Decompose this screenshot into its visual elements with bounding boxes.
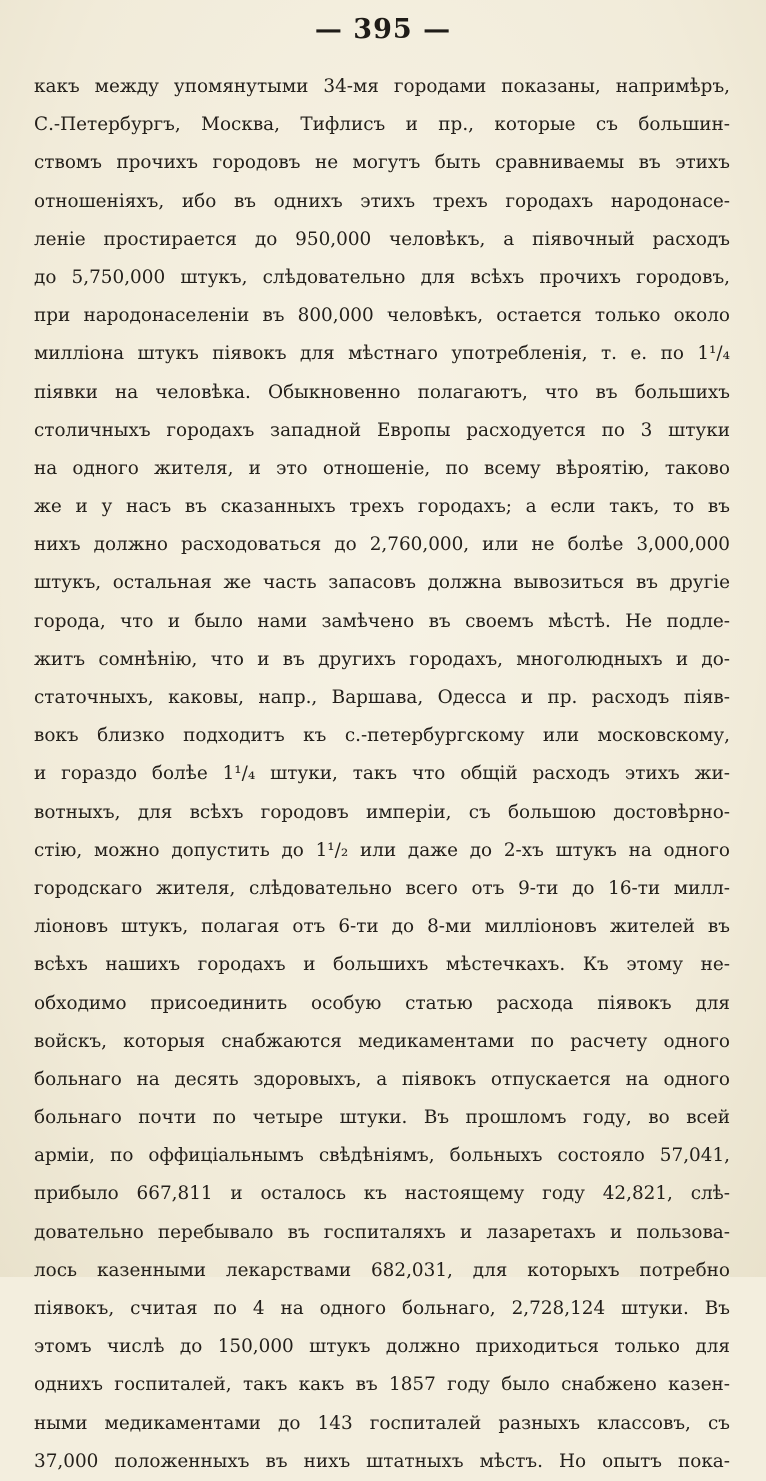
text-line: вотныхъ, для всѣхъ городовъ имперіи, съ большою достовѣрно-: [34, 801, 730, 823]
page-number: — 395 —: [314, 14, 452, 45]
text-line: ствомъ прочихъ городовъ не могутъ быть сравниваемы въ этихъ: [34, 152, 730, 174]
text-line: С.-Петербургъ, Москва, Тифлисъ и пр., которые съ большин-: [34, 114, 730, 136]
text-line: штукъ, остальная же часть запасовъ должна вывозиться въ другіе: [34, 572, 730, 594]
text-line: ліоновъ штукъ, полагая отъ 6-ти до 8-ми милліоновъ жителей въ: [34, 916, 730, 938]
text-line: піявки на человѣка. Обыкновенно полагаютъ, что въ большихъ: [34, 381, 730, 403]
text-line: города, что и было нами замѣчено въ своемъ мѣстѣ. Не подле-: [34, 610, 730, 632]
text-line: нихъ должно расходоваться до 2,760,000, или не болѣе 3,000,000: [34, 534, 730, 556]
body-text: [34, 68, 730, 1481]
text-line: лось казенными лекарствами 682,031, для которыхъ потребно: [34, 1259, 730, 1281]
text-line: леніе простирается до 950,000 человѣкъ, а піявочный расходъ: [34, 228, 730, 250]
text-line: на одного жителя, и это отношеніе, по всему вѣроятію, таково: [34, 457, 730, 479]
text-line: обходимо присоединить особую статью расхода піявокъ для: [34, 992, 730, 1014]
text-line: милліона штукъ піявокъ для мѣстнаго употребленія, т. е. по 1¹/₄: [34, 343, 730, 365]
text-line: столичныхъ городахъ западной Европы расходуется по 3 штуки: [34, 419, 730, 441]
text-line: всѣхъ нашихъ городахъ и большихъ мѣстечкахъ. Къ этому не-: [34, 954, 730, 976]
text-line: довательно перебывало въ госпиталяхъ и лазаретахъ и пользова-: [34, 1221, 730, 1243]
text-line: до 5,750,000 штукъ, слѣдовательно для всѣхъ прочихъ городовъ,: [34, 266, 730, 288]
text-line: городскаго жителя, слѣдовательно всего отъ 9-ти до 16-ти милл-: [34, 877, 730, 899]
text-line: однихъ госпиталей, такъ какъ въ 1857 году было снабжено казен-: [34, 1374, 730, 1396]
text-line: житъ сомнѣнію, что и въ другихъ городахъ, многолюдныхъ и до-: [34, 648, 730, 670]
text-line: и гораздо болѣе 1¹/₄ штуки, такъ что общій расходъ этихъ жи-: [34, 763, 730, 785]
text-line: отношеніяхъ, ибо въ однихъ этихъ трехъ городахъ народонасе-: [34, 190, 730, 212]
text-line: войскъ, которыя снабжаются медикаментами по расчету одного: [34, 1030, 730, 1052]
text-line: 37,000 положенныхъ въ нихъ штатныхъ мѣстъ. Но опытъ пока-: [34, 1450, 730, 1472]
text-line: какъ между упомянутыми 34-мя городами показаны, напримѣръ,: [34, 76, 730, 97]
text-line: стію, можно допустить до 1¹/₂ или даже до 2-хъ штукъ на одного: [34, 839, 730, 861]
text-line: арміи, по оффиціальнымъ свѣдѣніямъ, больныхъ состояло 57,041,: [34, 1145, 730, 1167]
text-line: больнаго на десять здоровыхъ, а піявокъ отпускается на одного: [34, 1068, 730, 1090]
text-line: же и у насъ въ сказанныхъ трехъ городахъ; а если такъ, то въ: [34, 496, 730, 518]
text-line: ными медикаментами до 143 госпиталей разныхъ классовъ, съ: [34, 1412, 730, 1434]
text-line: прибыло 667,811 и осталось къ настоящему году 42,821, слѣ-: [34, 1183, 730, 1205]
text-line: больнаго почти по четыре штуки. Въ прошломъ году, во всей: [34, 1107, 730, 1129]
text-line: піявокъ, считая по 4 на одного больнаго, 2,728,124 штуки. Въ: [34, 1298, 730, 1319]
text-line: при народонаселеніи въ 800,000 человѣкъ, остается только около: [34, 305, 730, 327]
text-line: вокъ близко подходитъ къ с.-петербургскому или московскому,: [34, 725, 730, 747]
text-line: статочныхъ, каковы, напр., Варшава, Одесса и пр. расходъ піяв-: [34, 687, 730, 708]
text-line: этомъ числѣ до 150,000 штукъ должно приходиться только для: [34, 1336, 730, 1358]
